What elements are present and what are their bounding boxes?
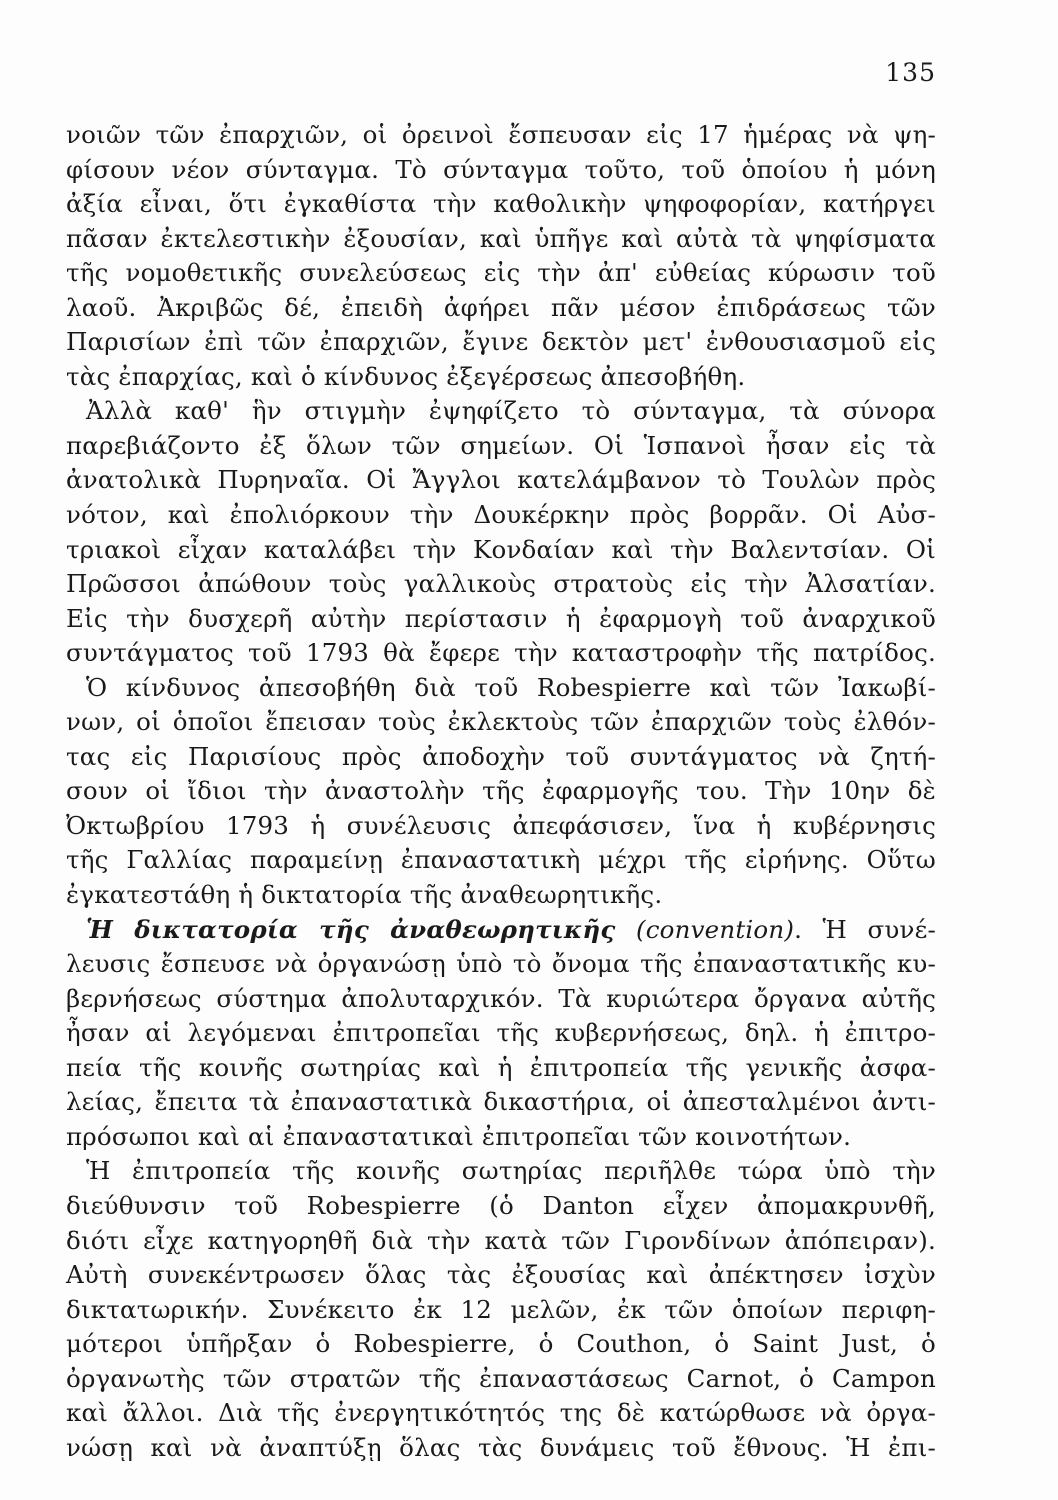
text-line: λαοῦ. Ἀκριβῶς δέ, ἐπειδὴ ἀφήρει πᾶν μέσον ἐπιδράσεως τῶν xyxy=(66,292,936,322)
text-line: τὰς ἐπαρχίας, καὶ ὁ κίνδυνος ἐξεγέρσεως ἀπεσοβήθη. xyxy=(66,361,746,391)
text-line: τριακοὶ εἶχαν καταλάβει τὴν Κονδαίαν καὶ τὴν Βαλεντσίαν. Οἱ xyxy=(66,534,936,564)
text-line: Ἀλλὰ καθ' ἣν στιγμὴν ἐψηφίζετο τὸ σύνταγμα, τὰ σύνορα xyxy=(86,396,936,426)
text-line: πεία τῆς κοινῆς σωτηρίας καὶ ἡ ἐπιτροπεία τῆς γενικῆς ἀσφα- xyxy=(66,1052,936,1082)
text-line: διότι εἶχε κατηγορηθῆ διὰ τὴν κατὰ τῶν Γιρονδίνων ἀπόπειραν). xyxy=(66,1225,936,1255)
text-line: ἀξία εἶναι, ὅτι ἐγκαθίστα τὴν καθολικὴν ψηφοφορίαν, κατήργει xyxy=(66,189,936,219)
section-heading: Ἡ δικτατορία τῆς ἀναθεωρητικῆς xyxy=(86,914,616,944)
text-line: βερνήσεως σύστημα ἀπολυταρχικόν. Τὰ κυριώτερα ὄργανα αὐτῆς xyxy=(66,983,936,1013)
text-line: τας εἰς Παρισίους πρὸς ἀποδοχὴν τοῦ συντάγματος νὰ ζητή- xyxy=(66,741,936,771)
text-line: Εἰς τὴν δυσχερῆ αὐτὴν περίστασιν ἡ ἐφαρμογὴ τοῦ ἀναρχικοῦ xyxy=(66,603,936,633)
section-heading-note: (convention) xyxy=(635,914,795,944)
text-line: πᾶσαν ἐκτελεστικὴν ἐξουσίαν, καὶ ὑπῆγε καὶ αὐτὰ τὰ ψηφίσματα xyxy=(66,223,936,253)
text-line: διεύθυνσιν τοῦ Robespierre (ὁ Danton εἶχεν ἀπομακρυνθῆ, xyxy=(66,1190,936,1220)
text-line: καὶ ἄλλοι. Διὰ τῆς ἐνεργητικότητός της δὲ κατώρθωσε νὰ ὀργα- xyxy=(66,1398,936,1428)
text-line: Ὁ κίνδυνος ἀπεσοβήθη διὰ τοῦ Robespierre καὶ τῶν Ἰακωβί- xyxy=(86,672,936,702)
section-first-line-rest: . Ἡ συνέ- xyxy=(794,914,936,944)
text-line: νότον, καὶ ἐπολιόρκουν τὴν Δουκέρκην πρὸς βορρᾶν. Οἱ Αὐσ- xyxy=(66,500,936,530)
text-line: ἐγκατεστάθη ἡ δικτατορία τῆς ἀναθεωρητικῆς. xyxy=(66,880,663,910)
text-line: ἦσαν αἱ λεγόμεναι ἐπιτροπεῖαι τῆς κυβερνήσεως, δηλ. ἡ ἐπιτρο- xyxy=(66,1018,936,1048)
text-line: ἀνατολικὰ Πυρηναῖα. Οἱ Ἄγγλοι κατελάμβανον τὸ Τουλὼν πρὸς xyxy=(66,465,936,495)
text-line: παρεβιάζοντο ἐξ ὅλων τῶν σημείων. Οἱ Ἱσπανοὶ ἦσαν εἰς τὰ xyxy=(66,430,936,460)
text-line: Αὐτὴ συνεκέντρωσεν ὅλας τὰς ἐξουσίας καὶ ἀπέκτησεν ἰσχὺν xyxy=(66,1260,936,1290)
text-line: νώσῃ καὶ νὰ ἀναπτύξῃ ὅλας τὰς δυνάμεις τοῦ ἔθνους. Ἡ ἐπι- xyxy=(66,1432,936,1462)
text-line: πρόσωποι καὶ αἱ ἐπαναστατικαὶ ἐπιτροπεῖαι τῶν κοινοτήτων. xyxy=(66,1121,852,1151)
text-line: ὀργανωτὴς τῶν στρατῶν τῆς ἐπαναστάσεως Carnot, ὁ Campon xyxy=(66,1363,936,1393)
text-line: δικτατωρικήν. Συνέκειτο ἐκ 12 μελῶν, ἐκ τῶν ὁποίων περιφη- xyxy=(66,1294,936,1324)
text-line: τῆς Γαλλίας παραμείνῃ ἐπαναστατικὴ μέχρι τῆς εἰρήνης. Οὕτω xyxy=(66,845,936,875)
text-line: Πρῶσσοι ἀπώθουν τοὺς γαλλικοὺς στρατοὺς εἰς τὴν Ἀλσατίαν. xyxy=(66,569,936,599)
text-line: νων, οἱ ὁποῖοι ἔπεισαν τοὺς ἐκλεκτοὺς τῶν ἐπαρχιῶν τοὺς ἐλθόν- xyxy=(66,707,936,737)
text-line: Ἡ ἐπιτροπεία τῆς κοινῆς σωτηρίας περιῆλθε τώρα ὑπὸ τὴν xyxy=(86,1156,936,1186)
section-heading-line xyxy=(66,913,936,948)
text-line: φίσουν νέον σύνταγμα. Τὸ σύνταγμα τοῦτο, τοῦ ὁποίου ἡ μόνη xyxy=(66,154,936,184)
body-text xyxy=(66,118,936,1465)
text-line: σουν οἱ ἴδιοι τὴν ἀναστολὴν τῆς ἐφαρμογῆς του. Τὴν 10ην δὲ xyxy=(66,776,936,806)
text-line: λείας, ἔπειτα τὰ ἐπαναστατικὰ δικαστήρια, οἱ ἀπεσταλμένοι ἀντι- xyxy=(66,1087,936,1117)
text-line: τῆς νομοθετικῆς συνελεύσεως εἰς τὴν ἀπ' εὐθείας κύρωσιν τοῦ xyxy=(66,258,936,288)
page-number: 135 xyxy=(885,58,936,87)
text-line: νοιῶν τῶν ἐπαρχιῶν, οἱ ὀρεινοὶ ἔσπευσαν εἰς 17 ἡμέρας νὰ ψη- xyxy=(66,120,936,149)
text-line: Παρισίων ἐπὶ τῶν ἐπαρχιῶν, ἔγινε δεκτὸν μετ' ἐνθουσιασμοῦ εἰς xyxy=(66,327,936,357)
text-line: Ὀκτωβρίου 1793 ἡ συνέλευσις ἀπεφάσισεν, ἵνα ἡ κυβέρνησις xyxy=(66,810,936,840)
text-line: λευσις ἔσπευσε νὰ ὀργανώσῃ ὑπὸ τὸ ὄνομα τῆς ἐπαναστατικῆς κυ- xyxy=(66,949,936,979)
text-line: μότεροι ὑπῆρξαν ὁ Robespierre, ὁ Couthon, ὁ Saint Just, ὁ xyxy=(66,1329,936,1359)
text-line: συντάγματος τοῦ 1793 θὰ ἔφερε τὴν καταστροφὴν τῆς πατρίδος. xyxy=(66,638,936,668)
